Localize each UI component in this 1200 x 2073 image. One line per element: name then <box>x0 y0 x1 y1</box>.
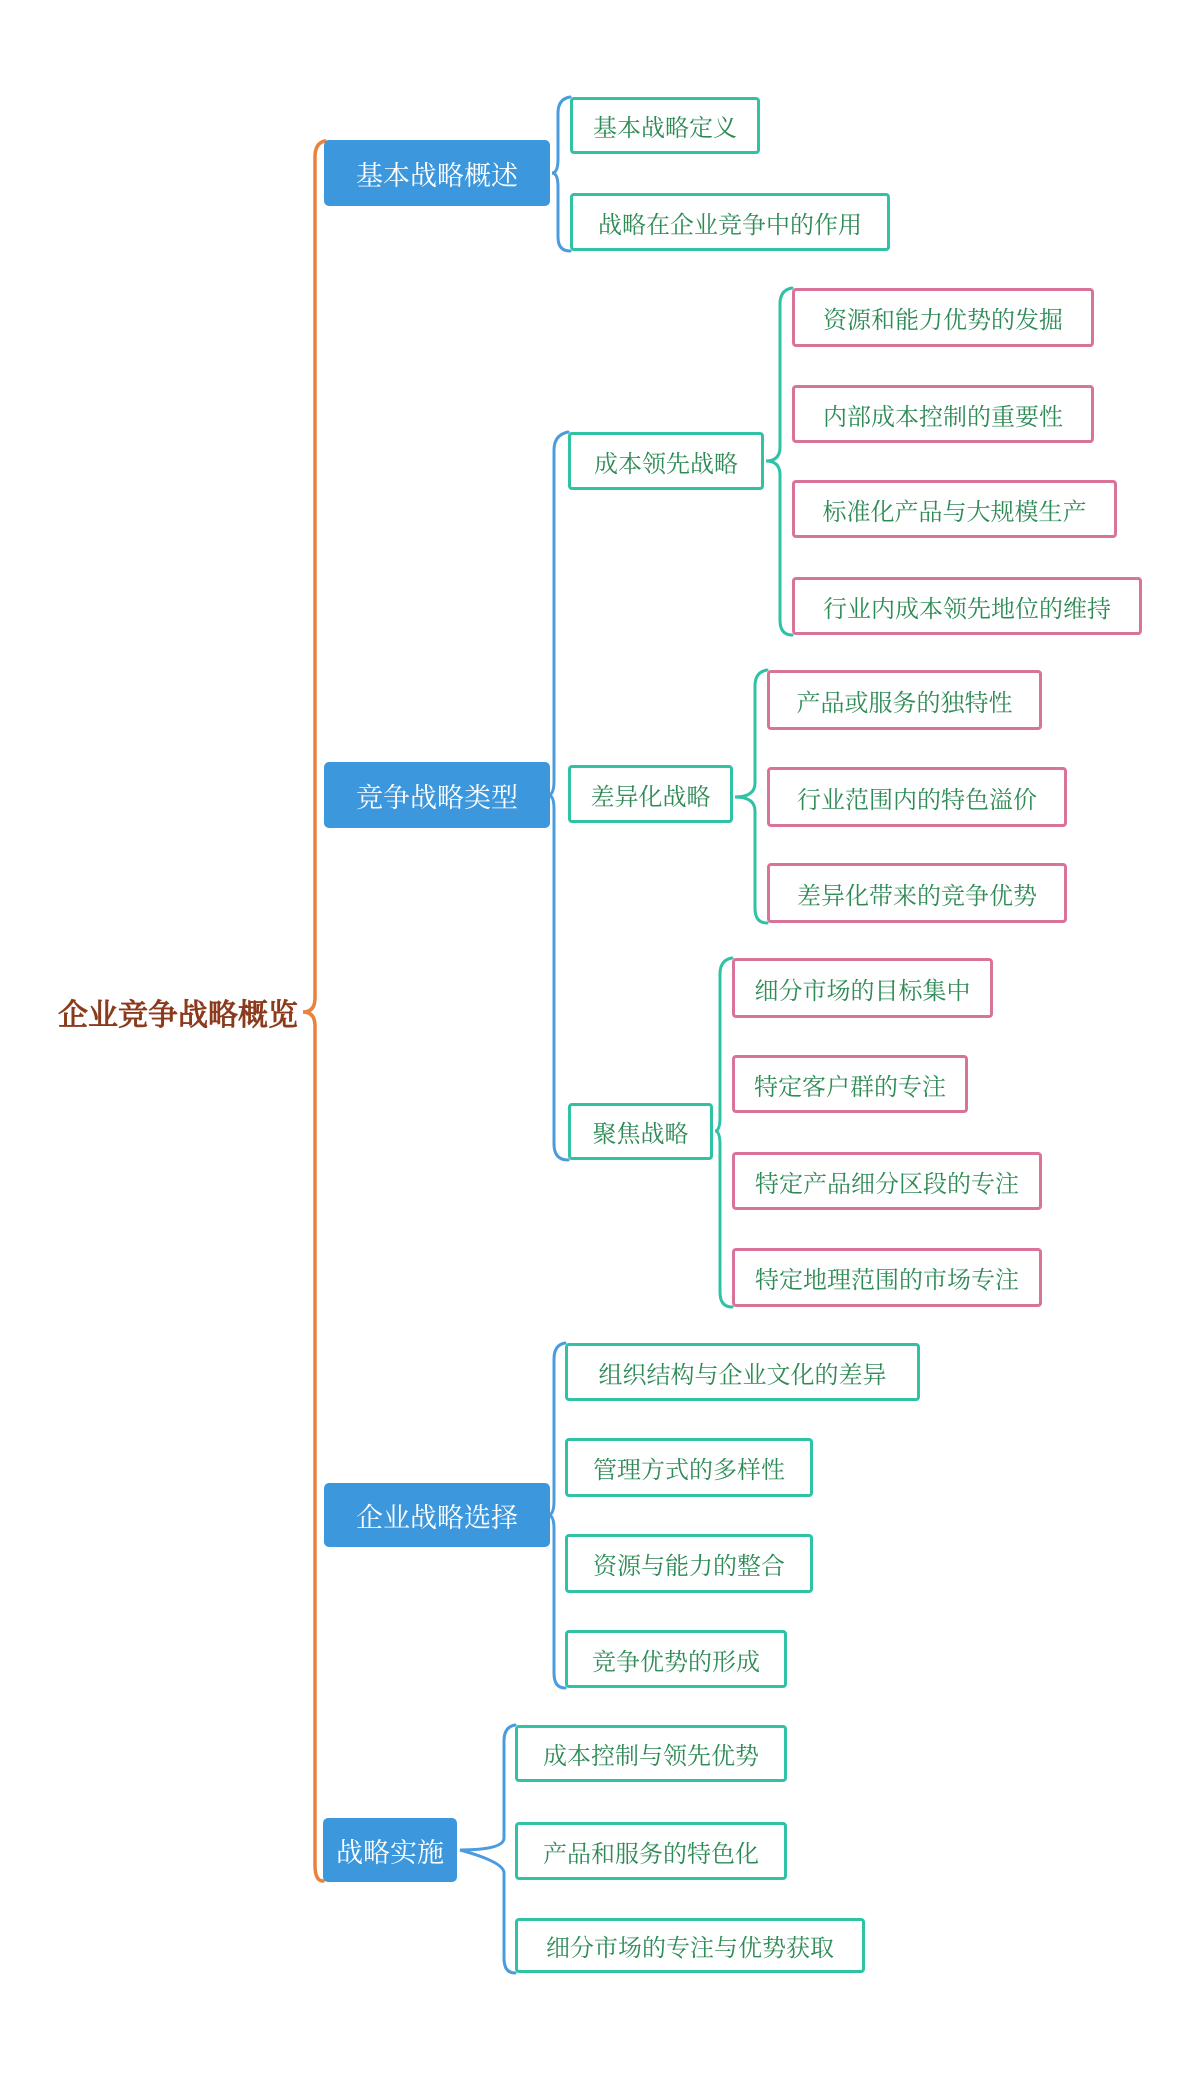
branch-node-enterprise-strategy-selection[interactable]: 企业战略选择 <box>324 1483 550 1547</box>
subtopic-node-segment-focus-advantage-gain[interactable]: 细分市场的专注与优势获取 <box>515 1918 865 1973</box>
subtopic-node-cost-leadership-strategy[interactable]: 成本领先战略 <box>568 432 764 490</box>
detail-node-resource-capability-discovery[interactable]: 资源和能力优势的发掘 <box>792 288 1094 347</box>
brace-enterprise-strategy-selection <box>548 1343 565 1688</box>
root-node[interactable]: 企业竞争战略概览 <box>58 999 298 1032</box>
brace-differentiation <box>735 670 767 923</box>
detail-node-specific-customer-focus[interactable]: 特定客户群的专注 <box>732 1055 968 1113</box>
brace-strategy-implementation <box>460 1725 515 1973</box>
detail-node-industry-premium[interactable]: 行业范围内的特色溢价 <box>767 767 1067 827</box>
brace-focus <box>715 958 732 1307</box>
detail-node-differentiation-advantage[interactable]: 差异化带来的竞争优势 <box>767 863 1067 923</box>
brace-basic-strategy-overview <box>552 97 570 251</box>
detail-node-segment-target-concentration[interactable]: 细分市场的目标集中 <box>732 958 993 1018</box>
brace-competitive-strategy-types <box>548 432 568 1160</box>
subtopic-node-strategy-role-in-competition[interactable]: 战略在企业竞争中的作用 <box>570 193 890 251</box>
detail-node-product-service-uniqueness[interactable]: 产品或服务的独特性 <box>767 670 1042 730</box>
subtopic-node-competitive-advantage-formation[interactable]: 竞争优势的形成 <box>565 1630 787 1688</box>
subtopic-node-focus-strategy[interactable]: 聚焦战略 <box>568 1103 713 1160</box>
brace-cost-leadership <box>766 288 792 635</box>
detail-node-internal-cost-control[interactable]: 内部成本控制的重要性 <box>792 385 1094 443</box>
detail-node-maintain-industry-cost-lead[interactable]: 行业内成本领先地位的维持 <box>792 577 1142 635</box>
subtopic-node-differentiation-strategy[interactable]: 差异化战略 <box>568 765 733 823</box>
detail-node-specific-geographic-market-focus[interactable]: 特定地理范围的市场专注 <box>732 1248 1042 1307</box>
root-brace <box>303 141 325 1881</box>
branch-node-strategy-implementation[interactable]: 战略实施 <box>323 1818 457 1882</box>
subtopic-node-resource-capability-integration[interactable]: 资源与能力的整合 <box>565 1534 813 1593</box>
branch-node-competitive-strategy-types[interactable]: 竞争战略类型 <box>324 762 550 828</box>
subtopic-node-org-structure-culture-difference[interactable]: 组织结构与企业文化的差异 <box>565 1343 920 1401</box>
subtopic-node-product-service-specialization[interactable]: 产品和服务的特色化 <box>515 1822 787 1880</box>
detail-node-specific-product-segment-focus[interactable]: 特定产品细分区段的专注 <box>732 1152 1042 1210</box>
subtopic-node-cost-control-leading-advantage[interactable]: 成本控制与领先优势 <box>515 1725 787 1782</box>
subtopic-node-basic-strategy-definition[interactable]: 基本战略定义 <box>570 97 760 154</box>
branch-node-basic-strategy-overview[interactable]: 基本战略概述 <box>324 140 550 206</box>
subtopic-node-management-style-diversity[interactable]: 管理方式的多样性 <box>565 1438 813 1497</box>
detail-node-standardized-mass-production[interactable]: 标准化产品与大规模生产 <box>792 480 1117 538</box>
